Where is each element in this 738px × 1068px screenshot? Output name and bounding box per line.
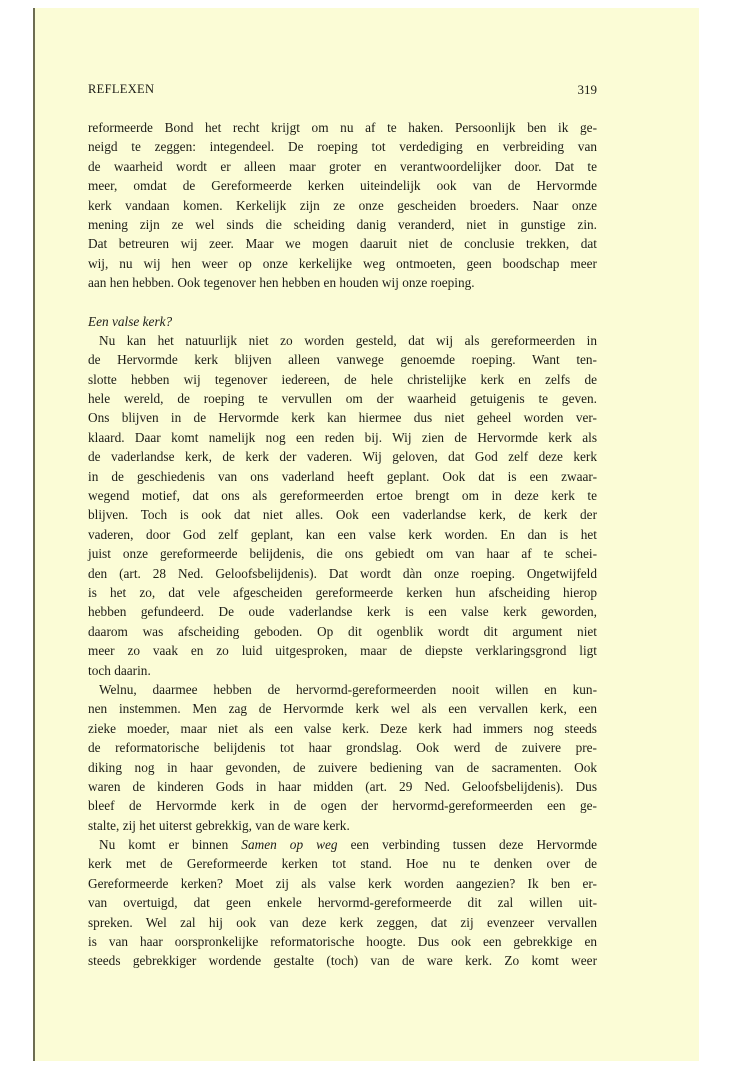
text-line: de waarheid wordt er alleen maar groter en verantwoordelijker door. Dat te: [88, 158, 597, 174]
text-line: diking nog in haar gevonden, de zuivere bediening van de sacramenten. Ook: [88, 759, 597, 775]
page-number: 319: [577, 82, 597, 97]
text-line: is van haar oorspronkelijke reformatorische hoogte. Dus ook een gebrekkige en: [88, 934, 597, 950]
text-line: Ons blijven in de Hervormde kerk kan hiermee dus niet geheel worden ver-: [88, 410, 597, 426]
text-line: waren de kinderen Gods in haar midden (art. 29 Ned. Geloofsbelijdenis). Dus: [88, 778, 597, 794]
body-text: [88, 118, 597, 971]
page-header: [88, 82, 597, 100]
paragraph: [88, 835, 597, 971]
text-line: [88, 835, 597, 854]
text-line: vaderen, door God zelf geplant, kan een valse kerk worden. En dan is het: [88, 526, 597, 542]
text-line: neigd te zeggen: integendeel. De roeping tot verdediging en verbreiding van: [88, 139, 597, 155]
text-line: reformeerde Bond het recht krijgt om nu af te haken. Persoonlijk ben ik ge-: [88, 120, 597, 135]
text-line: den (art. 28 Ned. Geloofsbelijdenis). Dat wordt dàn onze roeping. Ongetwijfeld: [88, 565, 597, 581]
running-title: REFLEXEN: [88, 82, 155, 96]
text-line: Gereformeerde kerken? Moet zij als valse kerk worden aangezien? Ik ben er-: [88, 875, 597, 891]
text-line: Dat betreuren wij zeer. Maar we mogen daaruit niet de conclusie trekken, dat: [88, 236, 597, 252]
text-line: Nu kan het natuurlijk niet zo worden gesteld, dat wij als gereformeerden in: [99, 332, 597, 348]
text-line: is het zo, dat vele afgescheiden gereformeerde kerken hun afscheiding hierop: [88, 584, 597, 600]
text-line: meer, omdat de Gereformeerde kerken uiteindelijk ook van de Hervormde: [88, 178, 597, 194]
text-line: wij, nu wij hen weer op onze kerkelijke weg ontmoeten, geen boodschap meer: [88, 255, 597, 271]
text-line: de Hervormde kerk blijven alleen vanwege genoemde roeping. Want ten-: [88, 352, 597, 368]
paragraph: [88, 331, 597, 680]
text-line: daarom was afscheiding geboden. Op dit ogenblik wordt dit argument niet: [88, 623, 597, 639]
text-line: de vaderlandse kerk, de kerk der vaderen. Wij geloven, dat God zelf deze kerk: [88, 449, 597, 465]
text-line: kerk met de Gereformeerde kerken tot stand. Hoe nu te denken over de: [88, 856, 597, 872]
text-line: meer zo vaak en zo luid uitgesproken, maar de diepste verklaringsgrond ligt: [88, 643, 597, 659]
text-line: nen instemmen. Men zag de Hervormde kerk wel als een vervallen kerk, een: [88, 701, 597, 717]
text-line: klaard. Daar komt namelijk nog een reden bij. Wij zien de Hervormde kerk als: [88, 429, 597, 445]
text-line: in de geschiedenis van ons vaderland heeft geplant. Ook dat is een zwaar-: [88, 468, 597, 484]
text-line: steeds gebrekkiger wordende gestalte (toch) van de ware kerk. Zo komt weer: [88, 953, 597, 969]
text-run: een verbinding tussen deze Hervormde: [337, 837, 597, 853]
text-line: hebben gefundeerd. De oude vaderlandse kerk is een valse kerk geworden,: [88, 604, 597, 620]
page-edge-line: [33, 8, 35, 1061]
text-line: wegend motief, dat ons als gereformeerden ertoe brengt om in deze kerk te: [88, 488, 597, 504]
paragraph-gap: [88, 293, 597, 312]
text-line: de reformatorische belijdenis tot haar grondslag. Ook werd de zuivere pre-: [88, 740, 597, 756]
italic-title: Samen op weg: [241, 837, 338, 853]
text-line: Welnu, daarmee hebben de hervormd-gereformeerden nooit willen en kun-: [99, 681, 597, 697]
text-line: aan hen hebben. Ook tegenover hen hebben en houden wij onze roeping.: [88, 275, 475, 291]
section-heading: Een valse kerk?: [88, 313, 173, 329]
text-line: blijven. Toch is ook dat niet alles. Ook een vaderlandse kerk, de kerk der: [88, 507, 597, 523]
text-run: Nu komt er binnen: [99, 837, 242, 853]
paragraph: [88, 680, 597, 835]
text-line: zieke moeder, maar niet als een valse kerk. Deze kerk had immers nog steeds: [88, 720, 597, 736]
text-line: toch daarin.: [88, 662, 151, 678]
text-line: bleef de Hervormde kerk in de ogen der hervormd-gereformeerden een ge-: [88, 798, 597, 814]
text-line: mening zijn ze wel sinds die scheiding danig veranderd, niet in gunstige zin.: [88, 216, 597, 232]
text-line: stalte, zij het uiterst gebrekkig, van de ware kerk.: [88, 817, 350, 833]
text-line: kerk vandaan komen. Kerkelijk zijn ze onze gescheiden broeders. Naar onze: [88, 197, 597, 213]
text-line: hele wereld, de roeping te vervullen om der waarheid getuigenis te geven.: [88, 391, 597, 407]
paragraph: [88, 118, 597, 293]
text-line: van overtuigd, dat geen enkele hervormd-gereformeerde dit zal willen uit-: [88, 895, 597, 911]
text-line: spreken. Wel zal hij ook van deze kerk zeggen, dat zij evenzeer vervallen: [88, 914, 597, 930]
text-line: slotte hebben wij tegenover iedereen, de hele christelijke kerk en zelfs de: [88, 371, 597, 387]
text-line: juist onze gereformeerde belijdenis, die ons gebiedt om van haar af te schei-: [88, 546, 597, 562]
